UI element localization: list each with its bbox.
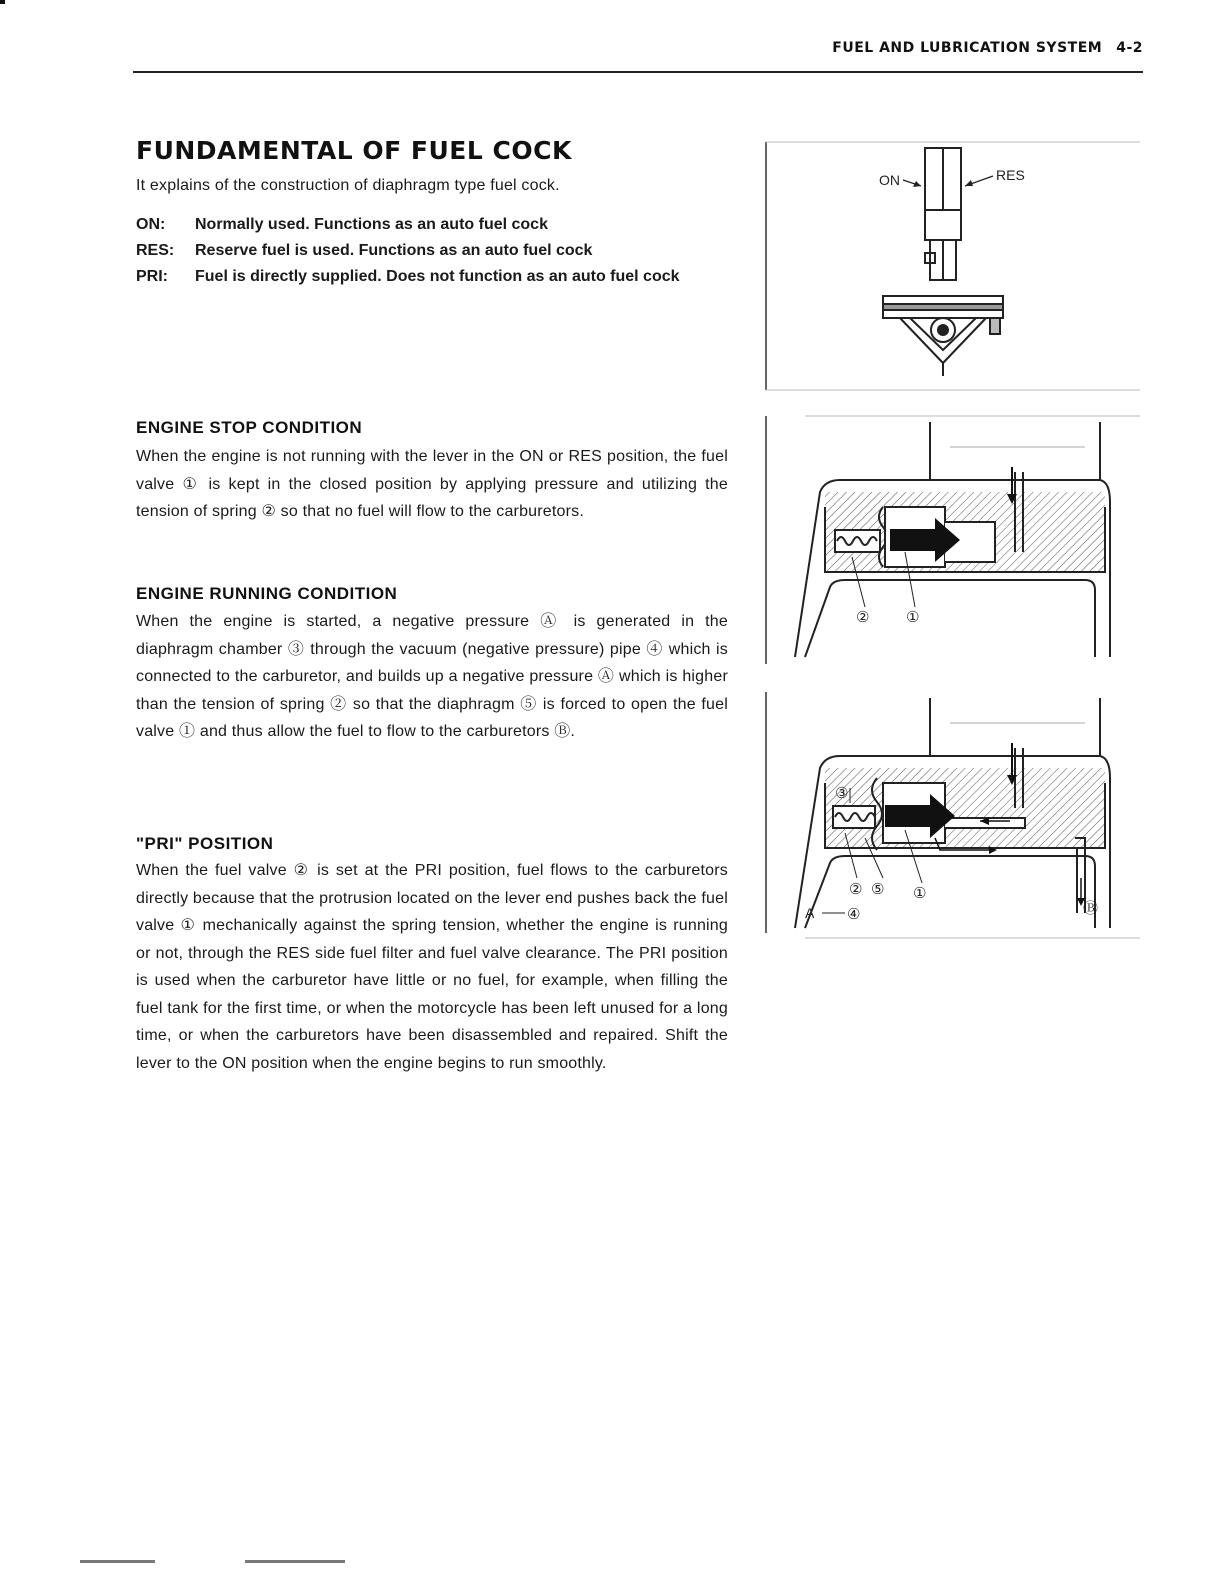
definition-pri (136, 264, 736, 290)
intro-text: It explains of the construction of diaphragm type fuel cock. (136, 177, 560, 194)
figure-fuel-cock-exterior (765, 138, 1145, 393)
definition-desc: Reserve fuel is used. Functions as an auto fuel cock (195, 242, 593, 259)
heading-engine-stop: ENGINE STOP CONDITION (136, 418, 363, 437)
figure-engine-stop-section (765, 412, 1145, 667)
figure3-callout-diaphragm: ⑤ (871, 880, 885, 898)
definition-desc: Fuel is directly supplied. Does not function as an auto fuel cock (195, 268, 680, 285)
figure2-callout-valve: ① (906, 608, 920, 626)
scan-bottom-mark (80, 1560, 155, 1563)
figure3-callout-valve: ① (913, 884, 927, 902)
figure3-callout-chamber: ③ (835, 784, 849, 802)
page-number: 4-2 (1116, 40, 1143, 56)
definition-term: ON: (136, 216, 166, 233)
paragraph-pri-position: When the fuel valve ② is set at the PRI position, fuel flows to the carburetors directly because that the protrusion located on the lever end pushes back the fuel valve ① mechanically against the spring tension, whether the engine is running or not, through the RES side fuel filter and fuel valve clearance. The PRI position is used when the carburetor have little or no fuel, for example, when filling the fuel tank for the first time, or when the motorcycle has been left unused for a long time, or when the carburetors have been disassembled and repaired. Shift the lever to the ON position when the engine begins to run smoothly. (136, 862, 728, 1072)
paragraph-engine-stop: When the engine is not running with the lever in the ON or RES position, the fuel valve ① is kept in the closed position by applying pressure and utilizing the tension of spring ② so that no fuel will flow to the carburetors. (136, 448, 728, 520)
header-rule (133, 71, 1143, 73)
paragraph-engine-running: When the engine is started, a negative pressure Ⓐ is generated in the diaphragm chamber ③ through the vacuum (negative pressure) pipe ④ which is connected to the carburetor, and builds up a negative pressure Ⓐ which is higher than the tension of spring ② so that the diaphragm ⑤ is forced to open the fuel valve ① and thus allow the fuel to flow to the carburetors Ⓑ. (136, 613, 728, 740)
scan-bottom-mark (245, 1560, 345, 1563)
definition-on (136, 212, 736, 238)
figure1-on-label: ON (879, 172, 900, 188)
definition-res (136, 238, 736, 264)
figure3-label-a: A (805, 905, 815, 921)
figure1-res-label: RES (996, 167, 1025, 183)
running-header (832, 40, 1143, 56)
figure3-callout-pipe: ④ (847, 905, 861, 923)
heading-engine-running: ENGINE RUNNING CONDITION (136, 584, 398, 603)
figure3-callout-spring: ② (849, 880, 863, 898)
figure-engine-running-section (765, 688, 1145, 943)
header-section-title: FUEL AND LUBRICATION SYSTEM (832, 40, 1103, 56)
page-title: FUNDAMENTAL OF FUEL COCK (136, 136, 572, 165)
definition-term: PRI: (136, 268, 168, 285)
definition-term: RES: (136, 242, 175, 259)
position-definitions (136, 212, 736, 290)
figure3-label-b: Ⓑ (1083, 899, 1099, 917)
heading-pri-position: "PRI" POSITION (136, 834, 274, 853)
figure2-callout-spring: ② (856, 608, 870, 626)
definition-desc: Normally used. Functions as an auto fuel cock (195, 216, 548, 233)
scan-corner-mark (0, 0, 5, 4)
